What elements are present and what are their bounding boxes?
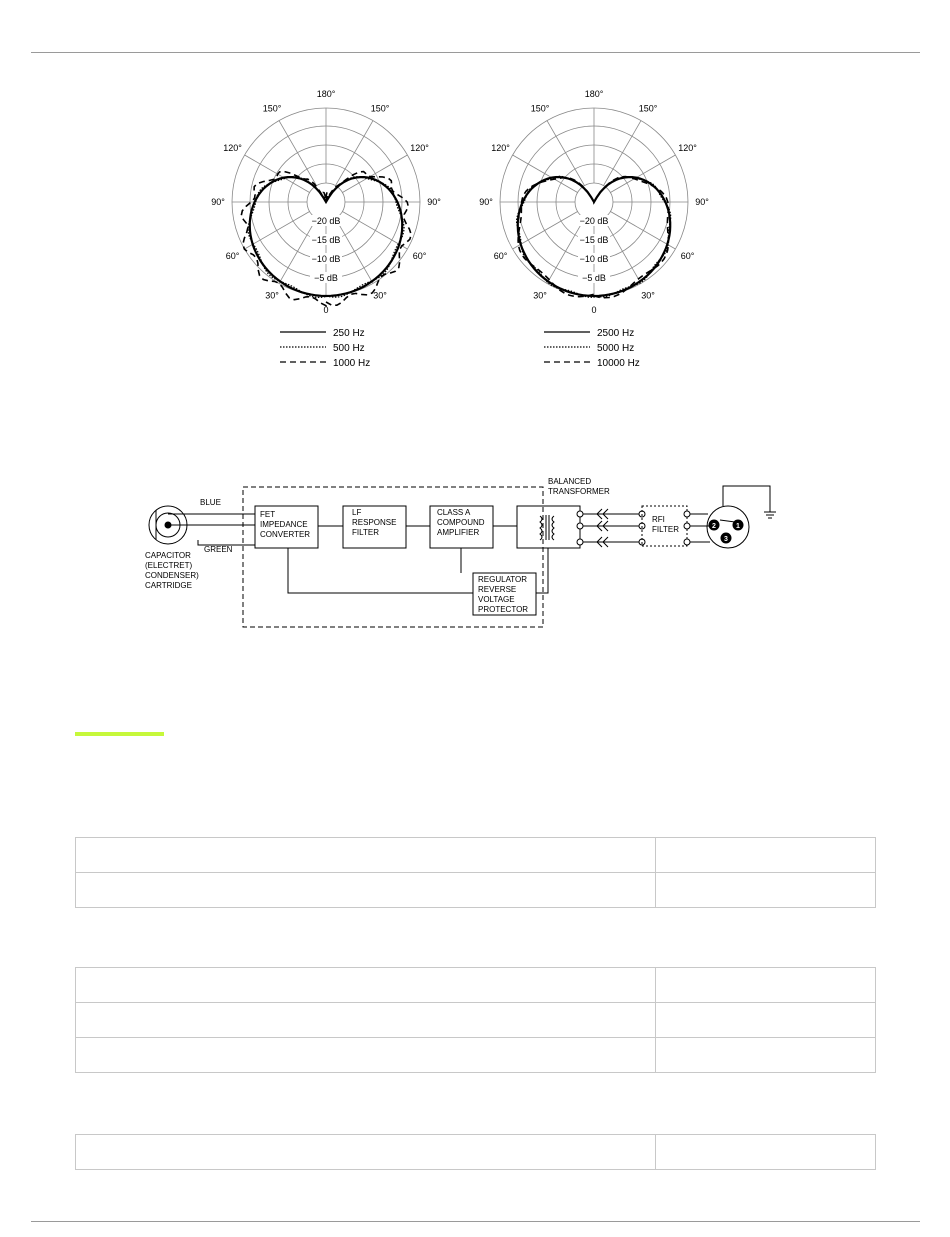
angle-label: 30°	[641, 290, 655, 301]
angle-label: 120°	[223, 143, 242, 153]
db-label: −10 dB	[311, 254, 341, 264]
table-row	[76, 968, 876, 1003]
table-row	[76, 873, 876, 908]
angle-label: 150°	[638, 103, 658, 114]
rfi-label-2: FILTER	[652, 525, 679, 534]
db-label: −5 dB	[582, 273, 606, 283]
table-row	[76, 1003, 876, 1038]
rfi-label-1: RFI	[652, 515, 665, 524]
legend-label: 500 Hz	[333, 343, 365, 354]
table-cell	[76, 1038, 656, 1073]
grid-spoke	[604, 121, 642, 186]
angle-label: 150°	[370, 103, 390, 114]
output-connectors	[577, 509, 645, 547]
cartridge-label-3: CONDENSER)	[145, 571, 199, 580]
angle-label: 90°	[427, 197, 441, 207]
db-label: −15 dB	[579, 235, 609, 245]
regulator-label-3: VOLTAGE	[478, 595, 515, 604]
angle-label: 120°	[678, 143, 697, 153]
header-rule	[31, 52, 920, 53]
footer-rule	[31, 1221, 920, 1222]
table-row	[76, 1135, 876, 1170]
angle-label: 120°	[491, 143, 510, 153]
lf-label-3: FILTER	[352, 528, 379, 537]
transformer-label-1: BALANCED	[548, 477, 592, 486]
amp-label-3: AMPLIFIER	[437, 528, 480, 537]
grid-spoke	[342, 212, 407, 250]
angle-label: 60°	[680, 251, 695, 261]
legend-label: 2500 Hz	[597, 328, 635, 339]
table-cell	[76, 1003, 656, 1038]
angle-label: 0	[323, 305, 329, 315]
table-cell	[76, 968, 656, 1003]
spec-table-1	[75, 837, 876, 908]
rfi-output-lines	[684, 511, 713, 545]
polar-plot-low-frequencies	[211, 89, 441, 315]
spec-table-2	[75, 967, 876, 1073]
angle-label: 150°	[530, 103, 550, 114]
angle-label: 60°	[225, 251, 240, 261]
table-row	[76, 1038, 876, 1073]
grid-spoke	[547, 121, 585, 186]
grid-spoke	[336, 121, 374, 186]
db-label: −20 dB	[579, 216, 609, 226]
cartridge-label-2: (ELECTRET)	[145, 561, 193, 570]
table-cell	[76, 873, 656, 908]
legend-low	[280, 328, 370, 369]
polar-patterns-figure	[0, 85, 950, 385]
amp-label-1: CLASS A	[437, 508, 471, 517]
xlr-connector	[707, 486, 776, 548]
regulator-label-1: REGULATOR	[478, 575, 528, 584]
table-cell	[656, 968, 876, 1003]
grid-spoke	[513, 155, 578, 193]
table-cell	[656, 838, 876, 873]
table-cell	[656, 1003, 876, 1038]
pin-2-label: 2	[712, 523, 716, 530]
angle-label: 180°	[316, 89, 336, 99]
lf-label-1: LF	[352, 508, 362, 517]
section-accent-bar	[75, 732, 164, 736]
angle-label: 60°	[493, 251, 508, 261]
table-cell	[76, 838, 656, 873]
angle-label: 90°	[479, 197, 493, 207]
fet-label-2: IMPEDANCE	[260, 520, 308, 529]
grid-spoke	[245, 212, 310, 250]
angle-label: 150°	[262, 103, 282, 114]
block-diagram	[130, 470, 810, 635]
pin-3-label: 3	[724, 536, 728, 543]
fet-label-3: CONVERTER	[260, 530, 311, 539]
grid-spoke	[342, 155, 407, 193]
legend-label: 5000 Hz	[597, 343, 635, 354]
angle-label: 120°	[410, 143, 429, 153]
db-label: −10 dB	[579, 254, 609, 264]
regulator-label-4: PROTECTOR	[478, 605, 529, 614]
angle-label: 30°	[373, 290, 387, 301]
amp-label-2: COMPOUND	[437, 518, 485, 527]
angle-label: 30°	[265, 290, 279, 301]
angle-label: 0	[591, 305, 597, 315]
angle-label: 180°	[584, 89, 604, 99]
table-row	[76, 838, 876, 873]
table-cell	[76, 1135, 656, 1170]
polar-plot-high-frequencies	[479, 89, 709, 315]
wire-green-label: GREEN	[204, 545, 233, 554]
transformer-label-2: TRANSFORMER	[548, 487, 610, 496]
legend-high	[544, 328, 640, 369]
grid-spoke	[610, 155, 675, 193]
legend-label: 250 Hz	[333, 328, 365, 339]
pin-1-label: 1	[736, 523, 740, 530]
table-cell	[656, 1135, 876, 1170]
db-label: −20 dB	[311, 216, 341, 226]
lf-label-2: RESPONSE	[352, 518, 397, 527]
angle-label: 60°	[412, 251, 427, 261]
angle-label: 90°	[695, 197, 709, 207]
angle-label: 30°	[533, 290, 547, 301]
cartridge-label-1: CAPACITOR	[145, 551, 191, 560]
angle-label: 90°	[211, 197, 225, 207]
spec-table-3	[75, 1134, 876, 1170]
cartridge-label-4: CARTRIDGE	[145, 581, 192, 590]
table-cell	[656, 1038, 876, 1073]
grid-spoke	[610, 212, 675, 250]
legend-label: 1000 Hz	[333, 358, 371, 369]
regulator-label-2: REVERSE	[478, 585, 517, 594]
table-cell	[656, 873, 876, 908]
wire-blue-label: BLUE	[200, 498, 221, 507]
legend-label: 10000 Hz	[597, 358, 640, 369]
db-label: −15 dB	[311, 235, 341, 245]
db-label: −5 dB	[314, 273, 338, 283]
grid-spoke	[513, 212, 578, 250]
cartridge-symbol	[149, 506, 255, 545]
transformer-symbol	[540, 515, 554, 540]
fet-label-1: FET	[260, 510, 276, 519]
